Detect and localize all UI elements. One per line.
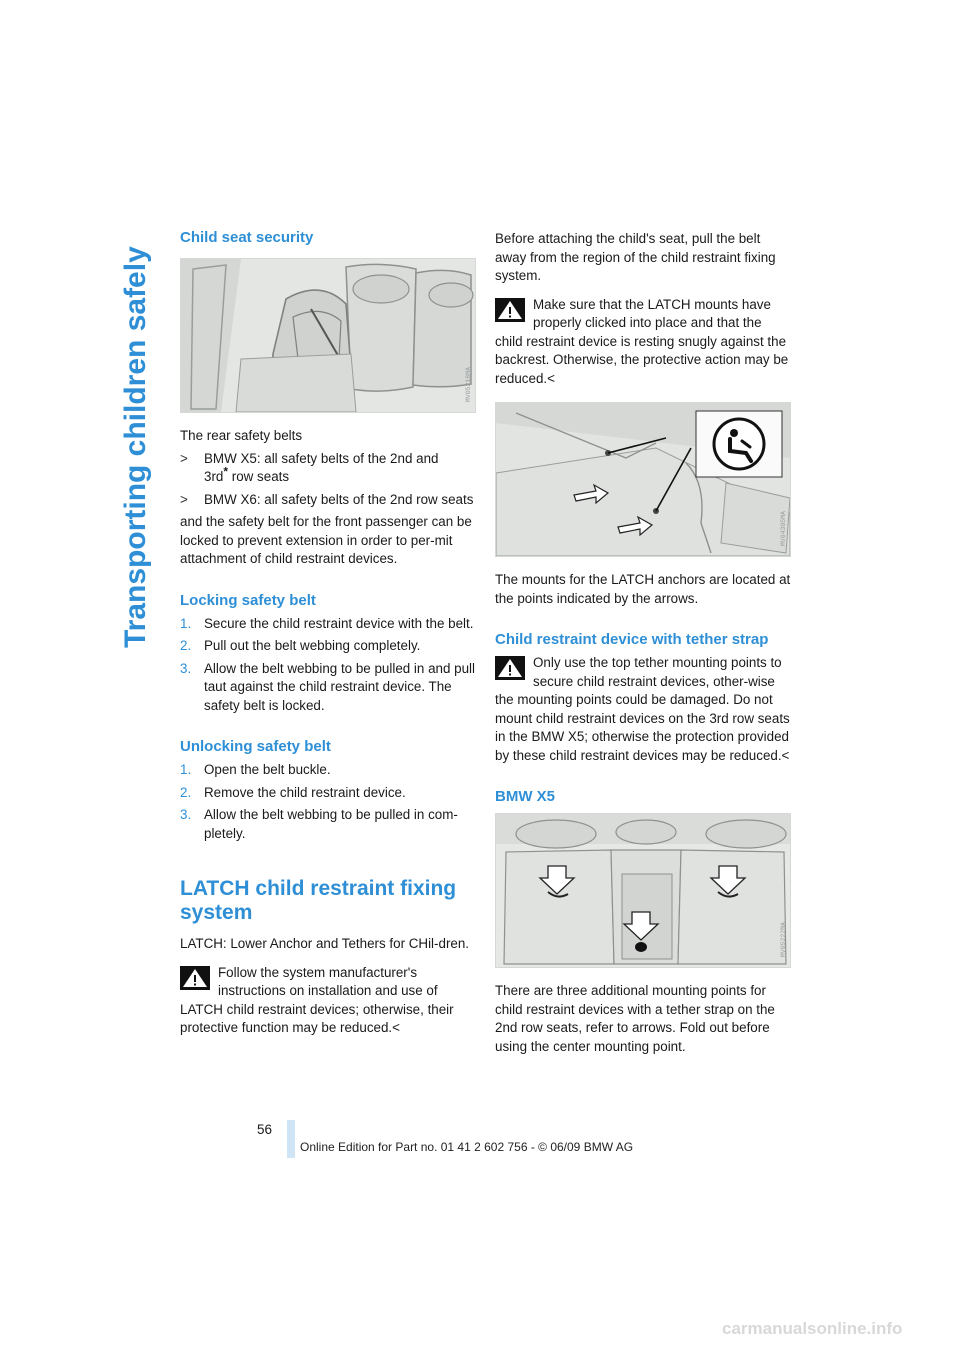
list-item	[180, 761, 476, 780]
rear-belts-text: The rear safety belts	[180, 428, 303, 443]
latch-warning-text: Follow the system manufacturer's instructions on installation and use of LATCH child restraint devices; otherwise, their protective function may be reduced.<	[180, 964, 454, 1035]
step-text: Remove the child restraint device.	[204, 784, 406, 800]
step-text: Allow the belt webbing to be pulled in com-pletely.	[204, 807, 458, 841]
bullet-text: BMW X6: all safety belts of the 2nd row seats	[204, 491, 474, 507]
bullet-text-rest: row seats	[228, 469, 290, 484]
list-item	[180, 491, 476, 510]
bullet-marker: >	[180, 491, 188, 507]
figure-code: MV05222MA	[780, 921, 787, 957]
tether-warning	[495, 654, 791, 765]
rear-belts-list	[180, 450, 476, 510]
step-text: Allow the belt webbing to be pulled in and pull taut against the child restraint device. The safety belt is locked.	[204, 660, 475, 713]
belt-lock-paragraph: and the safety belt for the front passenger can be locked to prevent extension in order to per-mit attachment of child restraint devices.	[180, 514, 472, 566]
step-text: Pull out the belt webbing completely.	[204, 638, 421, 653]
list-item	[180, 660, 476, 716]
heading-locking: Locking safety belt	[180, 591, 316, 609]
bullet-text-3rd: 3rd	[204, 469, 224, 484]
latch-warning	[180, 964, 476, 1038]
right-column	[495, 230, 791, 1056]
step-number: 1.	[180, 615, 192, 631]
side-title	[0, 0, 160, 760]
step-number: 2.	[180, 784, 192, 800]
heading-bmw-x5: BMW X5	[495, 788, 555, 805]
watermark: carmanualsonline.info	[722, 1319, 903, 1338]
figure-tether-points	[495, 813, 791, 968]
latch-mount-warning	[495, 296, 791, 389]
heading-unlocking: Unlocking safety belt	[180, 738, 331, 755]
locking-steps	[180, 615, 476, 716]
figure-code: MV05218MA	[465, 366, 472, 402]
figure-latch-mounts	[495, 402, 791, 557]
step-text: Open the belt buckle.	[204, 762, 331, 777]
list-item	[180, 450, 476, 487]
unlocking-steps	[180, 761, 476, 843]
tether-points-paragraph: There are three additional mounting points for child restraint devices with a tether strap on the 2nd row seats, refer to arrows. Fold out before using the center mounting point.	[495, 983, 775, 1054]
step-text: Secure the child restraint device with the belt.	[204, 615, 474, 631]
list-item	[180, 784, 476, 803]
step-number: 3.	[180, 807, 192, 822]
before-attaching-paragraph: Before attaching the child's seat, pull the belt away from the region of the child restraint fixing system.	[495, 231, 776, 283]
footer-bar	[287, 1120, 295, 1158]
side-title-text: Transporting children safely	[119, 246, 152, 648]
warning-icon	[495, 298, 525, 322]
tether-warning-text: Only use the top tether mounting points to secure child restraint devices, other-wise the mounting points could be damaged. Do not mount child restraint devices on the 3rd row seats in the BMW X5; otherwise the protection provided by these child restraint devices may be reduced.<	[495, 655, 790, 763]
step-number: 2.	[180, 638, 192, 653]
edition-footer: Online Edition for Part no. 01 41 2 602 756 - © 06/09 BMW AG	[300, 1140, 634, 1154]
warning-icon	[495, 656, 525, 680]
bullet-marker: >	[180, 450, 188, 466]
latch-definition: LATCH: Lower Anchor and Tethers for CHil-dren.	[180, 936, 470, 951]
heading-latch: LATCH child restraint fixing system	[180, 877, 457, 924]
figure-child-seat	[180, 258, 476, 413]
page-number: 56	[257, 1122, 273, 1137]
optional-star-icon: *	[223, 464, 229, 479]
bullet-text: BMW X5: all safety belts of the 2nd and	[204, 450, 439, 466]
left-column	[180, 228, 476, 1038]
list-item	[180, 637, 476, 656]
list-item	[180, 615, 476, 634]
step-number: 1.	[180, 762, 192, 777]
heading-tether: Child restraint device with tether strap	[495, 631, 769, 648]
list-item	[180, 806, 476, 843]
heading-child-seat-security: Child seat security	[180, 229, 314, 246]
latch-mount-warning-text: Make sure that the LATCH mounts have properly clicked into place and that the child restraint device is resting snugly against the backrest. Otherwise, the protective action may be reduced.<	[495, 296, 789, 386]
step-number: 3.	[180, 660, 192, 676]
mounts-paragraph: The mounts for the LATCH anchors are located at the points indicated by the arrows.	[495, 572, 791, 606]
figure-code: MV04305MA	[780, 510, 787, 546]
warning-icon	[180, 966, 210, 990]
